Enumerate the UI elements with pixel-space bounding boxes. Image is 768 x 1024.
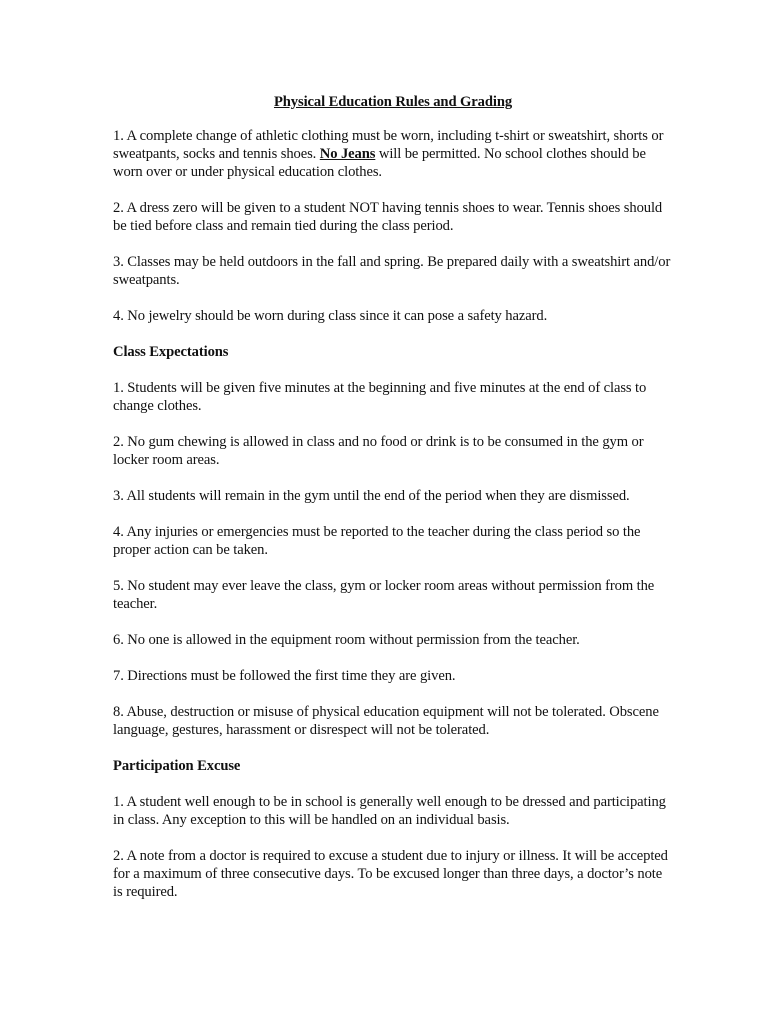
no-jeans-emphasis: No Jeans bbox=[319, 146, 376, 162]
expectation-7: 7. Directions must be followed the first time they are given. bbox=[113, 668, 456, 684]
excuse-1: 1. A student well enough to be in school is generally well enough to be dressed and participating in class. Any exception to this will be handled on an individual basis. bbox=[113, 794, 666, 828]
document-body bbox=[113, 93, 673, 919]
class-expectations-heading: Class Expectations bbox=[113, 344, 229, 360]
rule-1-text-before: 1. A complete change of athletic clothing must be worn, including t-shirt or sweatshirt, shorts or sweatpants, socks and tennis shoes. bbox=[113, 128, 664, 162]
expectation-8: 8. Abuse, destruction or misuse of physical education equipment will not be tolerated. Obscene language, gestures, harassment or disrespect will not be tolerated. bbox=[113, 704, 659, 738]
expectation-5: 5. No student may ever leave the class, gym or locker room areas without permission from the teacher. bbox=[113, 578, 655, 612]
expectation-1: 1. Students will be given five minutes at the beginning and five minutes at the end of class to change clothes. bbox=[113, 380, 647, 414]
participation-excuse-heading: Participation Excuse bbox=[113, 758, 241, 774]
expectation-3: 3. All students will remain in the gym until the end of the period when they are dismissed. bbox=[113, 488, 630, 504]
rule-3: 3. Classes may be held outdoors in the fall and spring. Be prepared daily with a sweatshirt and/or sweatpants. bbox=[113, 254, 671, 288]
rule-1 bbox=[113, 127, 673, 181]
rule-1-text-after: will be permitted. No school clothes should be worn over or under physical education clothes. bbox=[113, 146, 646, 180]
expectation-6: 6. No one is allowed in the equipment room without permission from the teacher. bbox=[113, 632, 580, 648]
expectation-4: 4. Any injuries or emergencies must be reported to the teacher during the class period so the proper action can be taken. bbox=[113, 524, 641, 558]
page-title: Physical Education Rules and Grading bbox=[273, 94, 513, 110]
rule-2: 2. A dress zero will be given to a student NOT having tennis shoes to wear. Tennis shoes should be tied before class and remain tied during the class period. bbox=[113, 200, 663, 234]
expectation-2: 2. No gum chewing is allowed in class and no food or drink is to be consumed in the gym or locker room areas. bbox=[113, 434, 644, 468]
excuse-2: 2. A note from a doctor is required to excuse a student due to injury or illness. It will be accepted for a maximum of three consecutive days. To be excused longer than three days, a doctor’s note is required. bbox=[113, 848, 668, 900]
rule-4: 4. No jewelry should be worn during class since it can pose a safety hazard. bbox=[113, 308, 548, 324]
